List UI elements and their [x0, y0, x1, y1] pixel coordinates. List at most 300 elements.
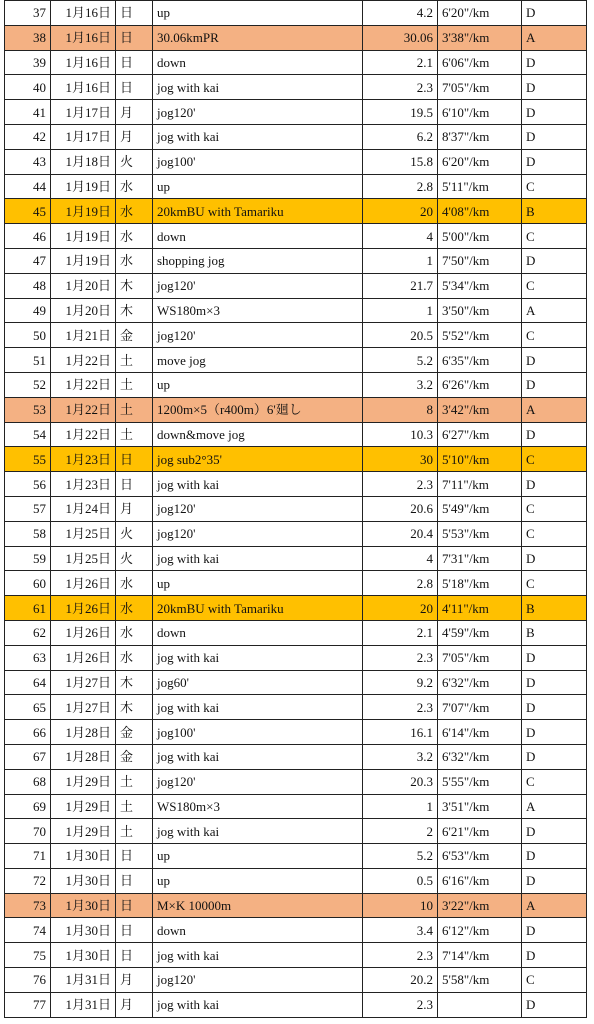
row-distance: 4.2 [363, 1, 438, 26]
row-number: 38 [5, 25, 51, 50]
row-distance: 1 [363, 298, 438, 323]
row-date: 1月20日 [51, 298, 116, 323]
row-distance: 2.8 [363, 571, 438, 596]
row-number: 70 [5, 819, 51, 844]
row-date: 1月22日 [51, 397, 116, 422]
row-rank: B [522, 596, 587, 621]
row-distance: 15.8 [363, 149, 438, 174]
row-distance: 10 [363, 893, 438, 918]
row-menu: jog with kai [153, 943, 363, 968]
row-menu: down&move jog [153, 422, 363, 447]
row-rank: D [522, 744, 587, 769]
table-row [5, 893, 587, 918]
row-pace: 7'05"/km [438, 75, 522, 100]
table-row [5, 472, 587, 497]
row-menu: shopping jog [153, 248, 363, 273]
table-row [5, 918, 587, 943]
row-pace: 3'50"/km [438, 298, 522, 323]
row-number: 54 [5, 422, 51, 447]
row-weekday: 日 [116, 943, 153, 968]
row-pace: 5'58"/km [438, 968, 522, 993]
row-distance: 1 [363, 794, 438, 819]
row-pace: 5'49"/km [438, 496, 522, 521]
row-pace [438, 992, 522, 1017]
row-rank: D [522, 992, 587, 1017]
row-weekday: 火 [116, 521, 153, 546]
row-menu: 20kmBU with Tamariku [153, 199, 363, 224]
row-menu: up [153, 844, 363, 869]
row-menu: jog120' [153, 968, 363, 993]
row-number: 60 [5, 571, 51, 596]
row-rank: D [522, 844, 587, 869]
row-weekday: 金 [116, 720, 153, 745]
table-row [5, 695, 587, 720]
row-menu: M×K 10000m [153, 893, 363, 918]
row-distance: 30.06 [363, 25, 438, 50]
row-rank: A [522, 298, 587, 323]
table-row [5, 397, 587, 422]
row-weekday: 日 [116, 472, 153, 497]
row-menu: 20kmBU with Tamariku [153, 596, 363, 621]
row-date: 1月23日 [51, 447, 116, 472]
row-pace: 3'22"/km [438, 893, 522, 918]
row-pace: 6'35"/km [438, 348, 522, 373]
table-row [5, 868, 587, 893]
row-number: 72 [5, 868, 51, 893]
row-pace: 4'08"/km [438, 199, 522, 224]
row-date: 1月29日 [51, 794, 116, 819]
row-number: 57 [5, 496, 51, 521]
row-pace: 6'32"/km [438, 744, 522, 769]
row-rank: C [522, 521, 587, 546]
row-distance: 2.8 [363, 174, 438, 199]
row-weekday: 水 [116, 645, 153, 670]
table-row [5, 992, 587, 1017]
row-number: 62 [5, 620, 51, 645]
row-number: 51 [5, 348, 51, 373]
row-rank: C [522, 968, 587, 993]
row-date: 1月21日 [51, 323, 116, 348]
table-row [5, 124, 587, 149]
row-distance: 4 [363, 224, 438, 249]
row-pace: 3'38"/km [438, 25, 522, 50]
table-row [5, 521, 587, 546]
row-weekday: 土 [116, 794, 153, 819]
row-date: 1月24日 [51, 496, 116, 521]
row-rank: D [522, 100, 587, 125]
row-menu: jog with kai [153, 472, 363, 497]
row-number: 41 [5, 100, 51, 125]
row-pace: 7'05"/km [438, 645, 522, 670]
row-distance: 8 [363, 397, 438, 422]
row-number: 58 [5, 521, 51, 546]
row-date: 1月26日 [51, 596, 116, 621]
row-date: 1月30日 [51, 868, 116, 893]
row-rank: C [522, 174, 587, 199]
row-distance: 6.2 [363, 124, 438, 149]
row-distance: 2.1 [363, 620, 438, 645]
row-weekday: 月 [116, 124, 153, 149]
row-rank: D [522, 1, 587, 26]
row-weekday: 火 [116, 546, 153, 571]
row-rank: D [522, 248, 587, 273]
row-weekday: 土 [116, 819, 153, 844]
row-weekday: 水 [116, 620, 153, 645]
row-number: 46 [5, 224, 51, 249]
row-number: 40 [5, 75, 51, 100]
row-rank: C [522, 496, 587, 521]
row-weekday: 月 [116, 968, 153, 993]
table-row [5, 620, 587, 645]
row-date: 1月22日 [51, 372, 116, 397]
table-row [5, 422, 587, 447]
row-pace: 5'55"/km [438, 769, 522, 794]
row-menu: 30.06kmPR [153, 25, 363, 50]
row-rank: D [522, 50, 587, 75]
table-row [5, 844, 587, 869]
row-weekday: 日 [116, 893, 153, 918]
row-pace: 3'42"/km [438, 397, 522, 422]
table-row [5, 720, 587, 745]
row-number: 75 [5, 943, 51, 968]
row-menu: jog120' [153, 769, 363, 794]
row-weekday: 木 [116, 298, 153, 323]
row-pace: 4'59"/km [438, 620, 522, 645]
table-row [5, 968, 587, 993]
row-distance: 10.3 [363, 422, 438, 447]
row-pace: 7'50"/km [438, 248, 522, 273]
row-rank: B [522, 199, 587, 224]
row-menu: up [153, 868, 363, 893]
table-row [5, 447, 587, 472]
row-distance: 5.2 [363, 348, 438, 373]
row-distance: 2.3 [363, 472, 438, 497]
row-weekday: 金 [116, 744, 153, 769]
row-date: 1月30日 [51, 844, 116, 869]
table-row [5, 819, 587, 844]
row-menu: up [153, 174, 363, 199]
row-date: 1月22日 [51, 348, 116, 373]
row-rank: A [522, 794, 587, 819]
row-rank: A [522, 397, 587, 422]
row-menu: jog with kai [153, 75, 363, 100]
row-distance: 2.3 [363, 695, 438, 720]
row-pace: 5'10"/km [438, 447, 522, 472]
row-number: 53 [5, 397, 51, 422]
row-pace: 7'11"/km [438, 472, 522, 497]
row-date: 1月26日 [51, 645, 116, 670]
row-menu: jog120' [153, 323, 363, 348]
row-rank: D [522, 670, 587, 695]
row-weekday: 土 [116, 422, 153, 447]
row-weekday: 日 [116, 868, 153, 893]
row-distance: 20 [363, 199, 438, 224]
row-number: 56 [5, 472, 51, 497]
training-log-body [5, 1, 587, 1018]
row-number: 43 [5, 149, 51, 174]
row-number: 74 [5, 918, 51, 943]
row-date: 1月16日 [51, 50, 116, 75]
row-rank: D [522, 819, 587, 844]
row-date: 1月30日 [51, 893, 116, 918]
row-rank: D [522, 695, 587, 720]
row-date: 1月16日 [51, 75, 116, 100]
row-pace: 7'07"/km [438, 695, 522, 720]
row-rank: D [522, 124, 587, 149]
row-rank: C [522, 273, 587, 298]
row-distance: 5.2 [363, 844, 438, 869]
row-number: 73 [5, 893, 51, 918]
row-menu: jog60' [153, 670, 363, 695]
row-menu: jog120' [153, 496, 363, 521]
row-weekday: 日 [116, 918, 153, 943]
row-weekday: 土 [116, 348, 153, 373]
row-weekday: 日 [116, 50, 153, 75]
row-pace: 7'14"/km [438, 943, 522, 968]
row-date: 1月19日 [51, 174, 116, 199]
row-number: 50 [5, 323, 51, 348]
row-weekday: 木 [116, 273, 153, 298]
row-menu: jog with kai [153, 124, 363, 149]
row-rank: C [522, 571, 587, 596]
table-row [5, 75, 587, 100]
row-date: 1月29日 [51, 819, 116, 844]
row-date: 1月28日 [51, 720, 116, 745]
row-menu: jog120' [153, 273, 363, 298]
table-row [5, 273, 587, 298]
row-weekday: 木 [116, 695, 153, 720]
row-number: 49 [5, 298, 51, 323]
row-weekday: 日 [116, 1, 153, 26]
row-menu: down [153, 50, 363, 75]
row-distance: 3.2 [363, 744, 438, 769]
row-rank: D [522, 422, 587, 447]
row-number: 39 [5, 50, 51, 75]
row-menu: jog with kai [153, 695, 363, 720]
row-menu: down [153, 620, 363, 645]
row-rank: D [522, 918, 587, 943]
row-menu: WS180m×3 [153, 794, 363, 819]
row-date: 1月16日 [51, 1, 116, 26]
table-row [5, 769, 587, 794]
table-row [5, 25, 587, 50]
row-menu: jog with kai [153, 819, 363, 844]
row-date: 1月26日 [51, 620, 116, 645]
row-weekday: 木 [116, 670, 153, 695]
row-date: 1月20日 [51, 273, 116, 298]
table-row [5, 1, 587, 26]
table-row [5, 596, 587, 621]
row-number: 48 [5, 273, 51, 298]
row-number: 76 [5, 968, 51, 993]
row-number: 64 [5, 670, 51, 695]
table-row [5, 199, 587, 224]
row-distance: 2.3 [363, 645, 438, 670]
row-number: 44 [5, 174, 51, 199]
row-weekday: 水 [116, 224, 153, 249]
row-pace: 6'53"/km [438, 844, 522, 869]
row-pace: 6'12"/km [438, 918, 522, 943]
row-number: 65 [5, 695, 51, 720]
row-weekday: 水 [116, 199, 153, 224]
row-weekday: 土 [116, 769, 153, 794]
row-distance: 20.3 [363, 769, 438, 794]
table-row [5, 100, 587, 125]
row-date: 1月28日 [51, 744, 116, 769]
row-menu: jog100' [153, 720, 363, 745]
row-pace: 4'11"/km [438, 596, 522, 621]
row-distance: 3.2 [363, 372, 438, 397]
row-number: 68 [5, 769, 51, 794]
row-number: 77 [5, 992, 51, 1017]
row-pace: 6'20"/km [438, 149, 522, 174]
row-menu: jog100' [153, 149, 363, 174]
row-weekday: 土 [116, 397, 153, 422]
row-weekday: 水 [116, 596, 153, 621]
row-date: 1月27日 [51, 670, 116, 695]
table-row [5, 794, 587, 819]
row-weekday: 月 [116, 992, 153, 1017]
row-pace: 8'37"/km [438, 124, 522, 149]
row-distance: 19.5 [363, 100, 438, 125]
row-pace: 6'06"/km [438, 50, 522, 75]
row-date: 1月19日 [51, 248, 116, 273]
row-weekday: 日 [116, 447, 153, 472]
row-rank: B [522, 620, 587, 645]
row-number: 61 [5, 596, 51, 621]
row-weekday: 月 [116, 496, 153, 521]
row-weekday: 日 [116, 844, 153, 869]
row-date: 1月30日 [51, 943, 116, 968]
row-date: 1月17日 [51, 100, 116, 125]
row-pace: 6'10"/km [438, 100, 522, 125]
row-weekday: 火 [116, 149, 153, 174]
row-distance: 9.2 [363, 670, 438, 695]
table-row [5, 248, 587, 273]
row-distance: 2 [363, 819, 438, 844]
row-menu: up [153, 372, 363, 397]
row-date: 1月19日 [51, 224, 116, 249]
row-distance: 20 [363, 596, 438, 621]
row-distance: 2.3 [363, 992, 438, 1017]
table-row [5, 496, 587, 521]
row-date: 1月17日 [51, 124, 116, 149]
row-pace: 5'18"/km [438, 571, 522, 596]
table-row [5, 546, 587, 571]
row-rank: D [522, 149, 587, 174]
row-distance: 1 [363, 248, 438, 273]
table-row [5, 323, 587, 348]
row-number: 66 [5, 720, 51, 745]
row-distance: 0.5 [363, 868, 438, 893]
row-pace: 6'32"/km [438, 670, 522, 695]
row-date: 1月23日 [51, 472, 116, 497]
row-date: 1月22日 [51, 422, 116, 447]
row-distance: 20.6 [363, 496, 438, 521]
row-number: 63 [5, 645, 51, 670]
table-row [5, 149, 587, 174]
row-rank: D [522, 348, 587, 373]
row-number: 59 [5, 546, 51, 571]
row-rank: D [522, 720, 587, 745]
row-weekday: 土 [116, 372, 153, 397]
row-date: 1月29日 [51, 769, 116, 794]
table-row [5, 348, 587, 373]
row-menu: jog with kai [153, 546, 363, 571]
row-pace: 7'31"/km [438, 546, 522, 571]
row-date: 1月31日 [51, 992, 116, 1017]
row-pace: 6'16"/km [438, 868, 522, 893]
row-rank: C [522, 224, 587, 249]
row-weekday: 水 [116, 174, 153, 199]
table-row [5, 571, 587, 596]
row-date: 1月25日 [51, 521, 116, 546]
row-date: 1月26日 [51, 571, 116, 596]
row-pace: 6'26"/km [438, 372, 522, 397]
row-rank: D [522, 943, 587, 968]
table-row [5, 50, 587, 75]
row-pace: 5'53"/km [438, 521, 522, 546]
row-distance: 2.3 [363, 943, 438, 968]
row-pace: 6'27"/km [438, 422, 522, 447]
row-menu: 1200m×5（r400m）6'廻し [153, 397, 363, 422]
row-weekday: 日 [116, 25, 153, 50]
row-menu: move jog [153, 348, 363, 373]
row-menu: up [153, 571, 363, 596]
row-number: 69 [5, 794, 51, 819]
row-weekday: 日 [116, 75, 153, 100]
row-menu: jog with kai [153, 744, 363, 769]
row-rank: A [522, 25, 587, 50]
row-rank: C [522, 769, 587, 794]
table-row [5, 670, 587, 695]
row-distance: 2.3 [363, 75, 438, 100]
row-pace: 5'11"/km [438, 174, 522, 199]
row-number: 37 [5, 1, 51, 26]
table-row [5, 645, 587, 670]
row-distance: 20.2 [363, 968, 438, 993]
row-date: 1月18日 [51, 149, 116, 174]
row-distance: 20.4 [363, 521, 438, 546]
row-number: 47 [5, 248, 51, 273]
table-row [5, 224, 587, 249]
row-date: 1月19日 [51, 199, 116, 224]
row-rank: D [522, 472, 587, 497]
row-date: 1月27日 [51, 695, 116, 720]
row-pace: 3'51"/km [438, 794, 522, 819]
row-number: 45 [5, 199, 51, 224]
row-rank: D [522, 372, 587, 397]
row-date: 1月25日 [51, 546, 116, 571]
row-pace: 6'20"/km [438, 1, 522, 26]
row-distance: 30 [363, 447, 438, 472]
row-rank: D [522, 546, 587, 571]
row-menu: jog120' [153, 521, 363, 546]
row-number: 55 [5, 447, 51, 472]
row-distance: 21.7 [363, 273, 438, 298]
row-date: 1月30日 [51, 918, 116, 943]
row-pace: 6'21"/km [438, 819, 522, 844]
row-rank: A [522, 893, 587, 918]
row-number: 52 [5, 372, 51, 397]
row-pace: 5'34"/km [438, 273, 522, 298]
table-row [5, 744, 587, 769]
row-distance: 4 [363, 546, 438, 571]
table-row [5, 298, 587, 323]
row-menu: down [153, 918, 363, 943]
row-pace: 5'52"/km [438, 323, 522, 348]
table-row [5, 943, 587, 968]
